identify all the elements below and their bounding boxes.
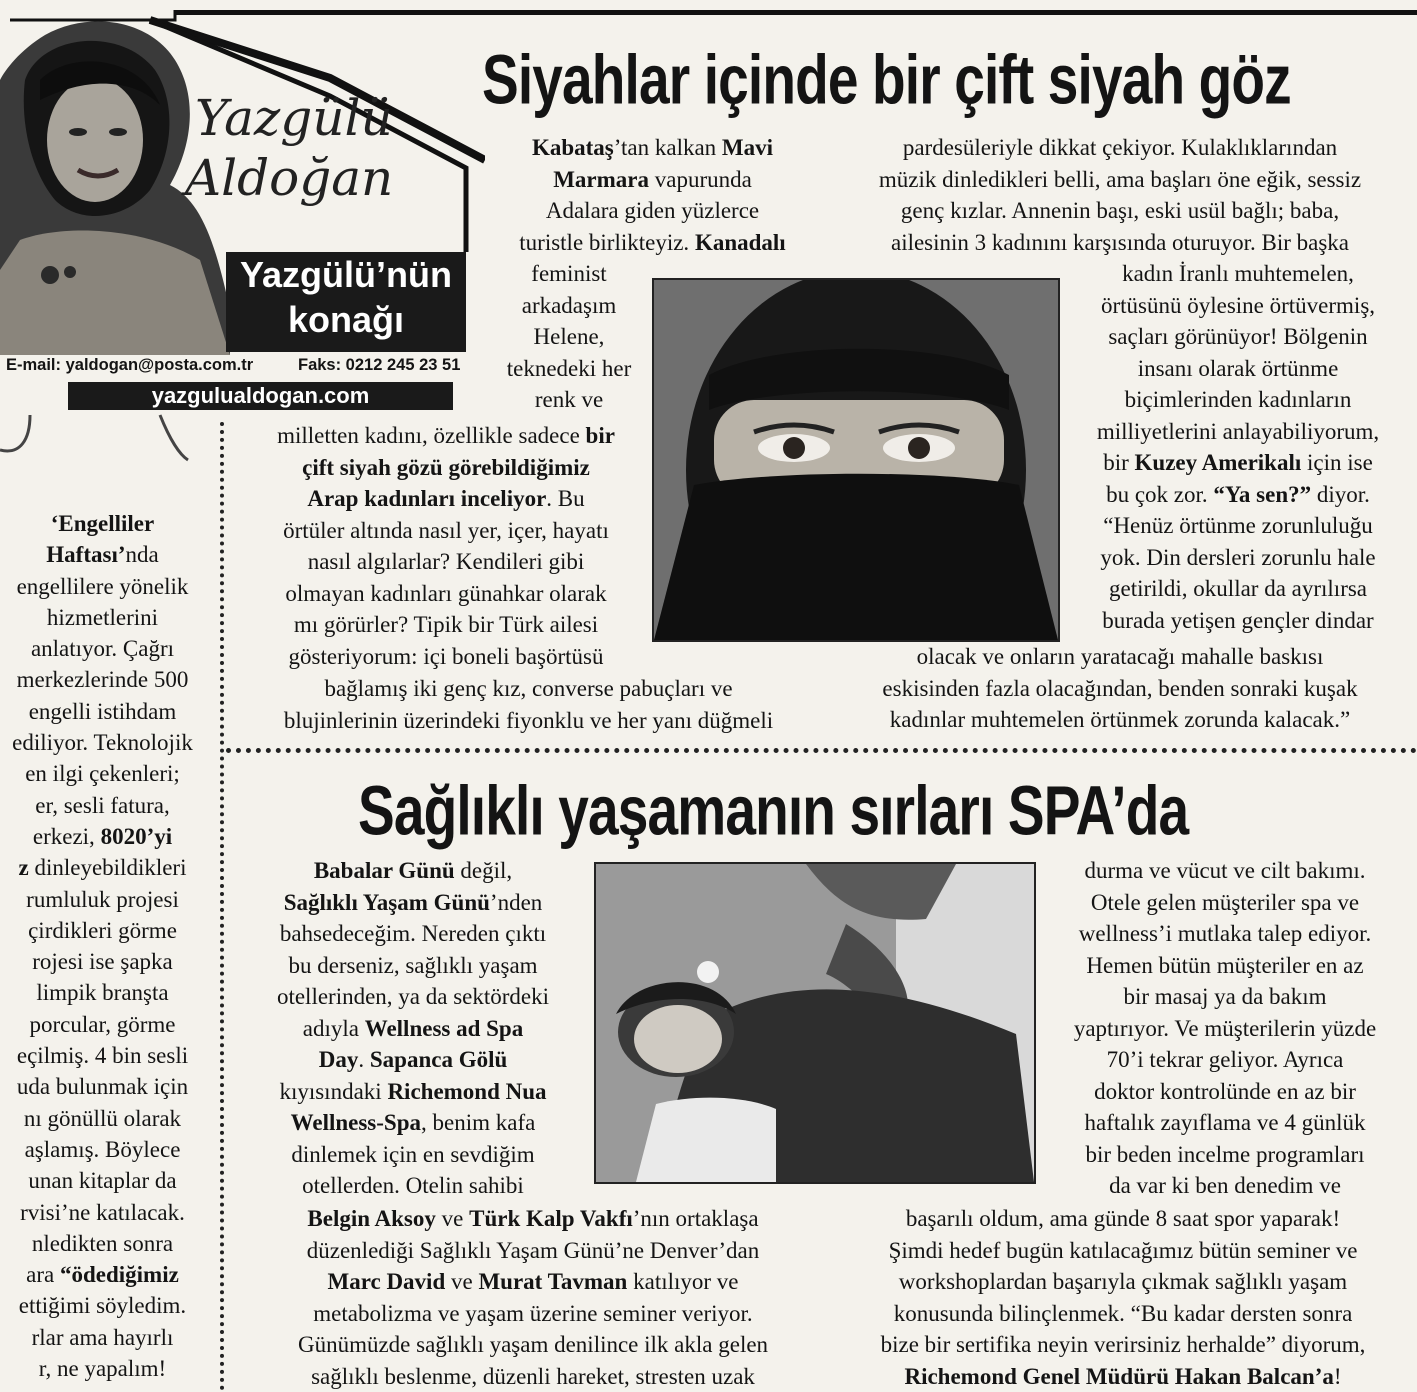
text-line [1040, 855, 1410, 887]
text-run: Helene, [534, 324, 605, 349]
text-line [236, 420, 656, 452]
text-run: haftalık zayıflama ve 4 günlük [1084, 1110, 1365, 1135]
text-run: örtüsünü öylesine örtüvermiş, [1101, 293, 1375, 318]
text-line [0, 977, 205, 1008]
text-line [490, 227, 815, 259]
author-first-name: Yazgülü [185, 88, 455, 148]
bold-run: bir [586, 423, 615, 448]
text-run: teknedeki her [507, 356, 632, 381]
article1-col1-bottom [236, 420, 656, 672]
text-line [0, 790, 205, 821]
text-run: Şimdi hedef bugün katılacağımız bütün seminer ve [889, 1238, 1358, 1263]
text-run: kadınlar muhtemelen örtünmek zorunda kalacak.” [890, 707, 1350, 732]
text-line [830, 673, 1410, 705]
text-line [830, 704, 1410, 736]
text-line [490, 164, 815, 196]
text-run: pardesüleriyle dikkat çekiyor. Kulaklıklarından [903, 135, 1337, 160]
bold-run: Kanadalı [695, 230, 786, 255]
text-line [238, 1139, 588, 1171]
text-line [1040, 1170, 1410, 1202]
text-line [1040, 950, 1410, 982]
text-line [0, 602, 205, 633]
text-run: vapurunda [649, 167, 752, 192]
text-run: saçları görünüyor! Bölgenin [1108, 324, 1367, 349]
text-run: bağlamış iki genç kız, converse pabuçları ve [324, 676, 732, 701]
text-line [1063, 447, 1413, 479]
text-line [490, 258, 648, 290]
text-line [238, 1107, 588, 1139]
text-run: renk ve [535, 387, 603, 412]
text-run: durma ve vücut ve cilt bakımı. [1084, 858, 1365, 883]
article1-col2-top [830, 132, 1410, 258]
bold-run: Day [319, 1047, 359, 1072]
text-run: rumluluk projesi [26, 887, 179, 912]
column-title-line2: konağı [226, 298, 466, 342]
text-run: ve [436, 1206, 469, 1231]
niqab-woman-photo [652, 278, 1060, 642]
bold-run: “ödediğimiz [60, 1262, 179, 1287]
article-separator [226, 748, 1417, 753]
text-run: ’nın ortaklaşa [633, 1206, 759, 1231]
column-separator [220, 422, 224, 1391]
fax-label: Faks: 0212 245 23 51 [298, 356, 460, 375]
text-run: Günümüzde sağlıklı yaşam denilince ilk akla gelen [298, 1332, 768, 1357]
text-run: bir beden incelme programları [1085, 1142, 1364, 1167]
text-run: rvisi’ne katılacak. [20, 1200, 185, 1225]
bold-run: Kabataş [532, 135, 614, 160]
website-link[interactable]: yazgulualdogan.com [68, 382, 453, 410]
text-run: rlar ama hayırlı [32, 1325, 174, 1350]
column-title-banner [226, 252, 466, 352]
text-run: Otele gelen müşteriler spa ve [1091, 890, 1359, 915]
text-run: nledikten sonra [32, 1231, 173, 1256]
text-line [0, 696, 205, 727]
text-run: doktor kontrolünde en az bir [1094, 1079, 1356, 1104]
bold-run: Belgin Aksoy [307, 1206, 435, 1231]
bold-run: Wellness ad Spa [365, 1016, 524, 1041]
text-line [0, 915, 205, 946]
bold-run: Kuzey Amerikalı [1135, 450, 1302, 475]
bold-run: Richemond Genel Müdürü Hakan Balcan’a [904, 1364, 1333, 1389]
text-run: bu çok zor. [1106, 482, 1213, 507]
text-line [1040, 1076, 1410, 1108]
text-line [1040, 981, 1410, 1013]
text-line [0, 1197, 205, 1228]
text-line [236, 515, 656, 547]
text-line [0, 1040, 205, 1071]
bold-run: Richemond Nua [387, 1079, 546, 1104]
text-run: ’nden [490, 890, 542, 915]
text-run: eçilmiş. 4 bin sesli [17, 1043, 188, 1068]
text-run: nasıl algılarlar? Kendileri gibi [308, 549, 585, 574]
text-run: engelli istihdam [29, 699, 177, 724]
text-run: r, ne yapalım! [39, 1356, 166, 1381]
article2-col1-narrow [238, 855, 588, 1202]
text-line [490, 353, 648, 385]
text-line [236, 641, 656, 673]
text-run: ! [1334, 1364, 1342, 1389]
text-line [238, 950, 588, 982]
text-run: merkezlerinde 500 [17, 667, 189, 692]
text-line [490, 290, 648, 322]
text-line [236, 578, 656, 610]
text-line [238, 918, 588, 950]
text-run: yaptırıyor. Ve müşterilerin yüzde [1074, 1016, 1376, 1041]
text-run: ettiğimi söyledim. [19, 1293, 186, 1318]
text-run: bahsedeceğim. Nereden çıktı [280, 921, 546, 946]
text-run: mı görürler? Tipik bir Türk ailesi [294, 612, 598, 637]
text-line [832, 1235, 1414, 1267]
text-run: blujinlerinin üzerindeki fiyonklu ve her yanı düğmeli [284, 708, 773, 733]
text-run: ’tan kalkan [614, 135, 722, 160]
text-line [1063, 353, 1413, 385]
text-line [238, 887, 588, 919]
text-run: er, sesli fatura, [35, 793, 169, 818]
bold-run: Marmara [553, 167, 649, 192]
text-line [1063, 605, 1413, 637]
text-line [236, 452, 656, 484]
article2-col1-bottom [238, 1203, 828, 1392]
column-title-line1: Yazgülü’nün [226, 252, 466, 298]
text-run: porcular, görme [30, 1012, 176, 1037]
text-run: getirildi, okullar da ayrılırsa [1109, 576, 1367, 601]
text-run: otellerden. Otelin sahibi [302, 1173, 524, 1198]
text-line [1040, 1044, 1410, 1076]
text-run: nda [126, 542, 159, 567]
text-run: milliyetlerini anlayabiliyorum, [1097, 419, 1379, 444]
text-run: ediliyor. Teknolojik [12, 730, 193, 755]
text-run: adıyla [303, 1016, 365, 1041]
email-label: E-mail: yaldogan@posta.com.tr [6, 356, 253, 375]
text-line [238, 1076, 588, 1108]
text-run: müzik dinledikleri belli, ama başları öne eğik, sessiz [879, 167, 1361, 192]
text-line [236, 705, 821, 737]
bold-run: 8020’yi [101, 824, 173, 849]
text-run: limpik branşta [36, 980, 168, 1005]
text-line [1063, 416, 1413, 448]
text-line [0, 1071, 205, 1102]
text-run: burada yetişen gençler dindar [1102, 608, 1373, 633]
text-line [1063, 384, 1413, 416]
text-run: sağlıklı beslenme, düzenli hareket, stresten uzak [311, 1364, 755, 1389]
sidebar-column [0, 508, 205, 1391]
text-line [1063, 258, 1413, 290]
text-line [238, 1361, 828, 1392]
article1-col1-bottom-wide [236, 673, 821, 736]
text-line [236, 609, 656, 641]
text-run: erkezi, [33, 824, 101, 849]
text-line [238, 1235, 828, 1267]
bold-run: Sapanca Gölü [370, 1047, 507, 1072]
text-line [830, 641, 1410, 673]
text-line [0, 884, 205, 915]
text-line [1063, 510, 1413, 542]
text-run: “Henüz örtünme zorunluluğu [1103, 513, 1373, 538]
text-line [238, 855, 588, 887]
bold-run: Babalar Günü [314, 858, 455, 883]
text-line [0, 633, 205, 664]
text-line [238, 1298, 828, 1330]
text-line [832, 1361, 1414, 1392]
text-line [490, 384, 648, 416]
text-line [238, 1266, 828, 1298]
bold-run: Sağlıklı Yaşam Günü [284, 890, 490, 915]
text-line [238, 1170, 588, 1202]
text-run: katılıyor ve [627, 1269, 738, 1294]
bold-run: ‘Engelliler [51, 511, 154, 536]
text-line [0, 1228, 205, 1259]
sidebar-text [0, 508, 205, 1384]
text-run: olacak ve onların yaratacağı mahalle baskısı [917, 644, 1324, 669]
article2-col2-narrow [1040, 855, 1410, 1202]
text-run: otellerinden, ya da sektördeki [277, 984, 549, 1009]
text-line [0, 821, 205, 852]
text-run: başarılı oldum, ama günde 8 saat spor yaparak! [906, 1206, 1340, 1231]
text-line [830, 227, 1410, 259]
text-line [0, 758, 205, 789]
text-line [1040, 1107, 1410, 1139]
author-last-name: Aldoğan [185, 148, 455, 208]
text-run: eskisinden fazla olacağından, benden sonraki kuşak [882, 676, 1357, 701]
text-line [1040, 1139, 1410, 1171]
text-run: hizmetlerini [47, 605, 158, 630]
text-run: milletten kadını, özellikle sadece [277, 423, 585, 448]
text-line [0, 946, 205, 977]
text-run: anlatıyor. Çağrı [31, 636, 174, 661]
text-line [1040, 918, 1410, 950]
text-run: konusunda bilinçlenmek. “Bu kadar dersten sonra [894, 1301, 1353, 1326]
text-line [830, 132, 1410, 164]
text-run: 70’i tekrar geliyor. Ayrıca [1107, 1047, 1344, 1072]
text-line [1063, 573, 1413, 605]
text-run: arkadaşım [522, 293, 617, 318]
spa-massage-photo [594, 862, 1036, 1184]
text-run: genç kızlar. Annenin başı, eski usül bağlı; baba, [901, 198, 1339, 223]
text-line [832, 1298, 1414, 1330]
niqab-illustration [654, 280, 1058, 640]
text-line [0, 571, 205, 602]
text-line [238, 1013, 588, 1045]
text-run: biçimlerinden kadınların [1125, 387, 1352, 412]
text-run: dinleyebildikleri [29, 855, 187, 880]
text-run: dinlemek için en sevdiğim [291, 1142, 534, 1167]
text-line [238, 1203, 828, 1235]
bold-run: Murat Tavman [478, 1269, 627, 1294]
column-header [0, 0, 485, 420]
text-line [0, 1009, 205, 1040]
text-run: feminist [531, 261, 606, 286]
text-line [1040, 1013, 1410, 1045]
text-line [830, 164, 1410, 196]
text-run: düzenlediği Sağlıklı Yaşam Günü’ne Denver’dan [307, 1238, 759, 1263]
text-line [830, 195, 1410, 227]
text-line [0, 1290, 205, 1321]
bold-run: Türk Kalp Vakfı [469, 1206, 633, 1231]
bold-run: Haftası’ [46, 542, 125, 567]
text-run: turistle birlikteyiz. [519, 230, 695, 255]
text-line [0, 539, 205, 570]
spa-illustration [596, 864, 1034, 1182]
article1-headline: Siyahlar içinde bir çift siyah göz [482, 42, 1291, 118]
article2-col2-bottom [832, 1203, 1414, 1392]
text-run: unan kitaplar da [28, 1168, 176, 1193]
text-run: değil, [455, 858, 513, 883]
text-line [0, 1322, 205, 1353]
text-run: ve [445, 1269, 478, 1294]
text-line [490, 195, 815, 227]
article1-col1-narrow [490, 258, 648, 416]
bold-run: çift siyah gözü görebildiğimiz [302, 455, 590, 480]
text-line [0, 1134, 205, 1165]
text-run: engellilere yönelik [17, 574, 189, 599]
text-line [0, 727, 205, 758]
text-run: kıyısındaki [279, 1079, 387, 1104]
text-run: bir [1103, 450, 1134, 475]
text-run: metabolizma ve yaşam üzerine seminer veriyor. [313, 1301, 752, 1326]
text-run: ailesinin 3 kadınını karşısında oturuyor. Bir başka [891, 230, 1349, 255]
text-line [0, 1353, 205, 1384]
text-run: olmayan kadınları günahkar olarak [285, 581, 606, 606]
text-run: yok. Din dersleri zorunlu hale [1100, 545, 1375, 570]
text-line [0, 664, 205, 695]
article1-col2-narrow [1063, 258, 1413, 636]
bold-run: Arap kadınları inceliyor [307, 486, 546, 511]
text-run: workshoplardan başarıyla çıkmak sağlıklı yaşam [899, 1269, 1347, 1294]
bold-run: Mavi [722, 135, 773, 160]
article1-col1-top [490, 132, 815, 258]
text-line [238, 1044, 588, 1076]
text-line [1063, 290, 1413, 322]
text-run: diyor. [1311, 482, 1370, 507]
text-run: ara [26, 1262, 60, 1287]
text-line [236, 483, 656, 515]
text-run: için ise [1301, 450, 1373, 475]
text-run: rojesi ise şapka [32, 949, 173, 974]
text-run: Hemen bütün müşteriler en az [1086, 953, 1363, 978]
article1-col2-bottom [830, 641, 1410, 736]
text-line [0, 508, 205, 539]
bold-run: Marc David [327, 1269, 445, 1294]
author-signature [185, 88, 455, 208]
text-line [490, 132, 815, 164]
text-line [1063, 542, 1413, 574]
text-run: wellness’i mutlaka talep ediyor. [1079, 921, 1372, 946]
text-line [490, 321, 648, 353]
article2-headline: Sağlıklı yaşamanın sırları SPA’da [358, 773, 1188, 849]
bold-run: Wellness-Spa [291, 1110, 421, 1135]
text-run: insanı olarak örtünme [1138, 356, 1339, 381]
text-run: uda bulunmak için [17, 1074, 188, 1099]
text-run: . Bu [546, 486, 584, 511]
bold-run: z [19, 855, 29, 880]
text-run: . [358, 1047, 370, 1072]
text-run: kadın İranlı muhtemelen, [1122, 261, 1354, 286]
text-run: aşlamış. Böylece [25, 1137, 181, 1162]
bold-run: “Ya sen?” [1213, 482, 1311, 507]
chair-illustration [0, 410, 190, 480]
text-run: çirdikleri görme [28, 918, 177, 943]
text-run: da var ki ben denedim ve [1109, 1173, 1341, 1198]
text-line [0, 1165, 205, 1196]
text-run: bir masaj ya da bakım [1123, 984, 1326, 1009]
text-line [238, 981, 588, 1013]
text-line [0, 1103, 205, 1134]
text-line [0, 852, 205, 883]
text-line [832, 1203, 1414, 1235]
text-line [832, 1266, 1414, 1298]
text-run: örtüler altında nasıl yer, içer, hayatı [283, 518, 609, 543]
text-line [1063, 479, 1413, 511]
text-line [236, 546, 656, 578]
text-run: Adalara giden yüzlerce [546, 198, 759, 223]
text-run: bu derseniz, sağlıklı yaşam [288, 953, 537, 978]
text-line [236, 673, 821, 705]
text-run: nı gönüllü olarak [24, 1106, 181, 1131]
text-run: , benim kafa [421, 1110, 535, 1135]
text-run: gösteriyorum: içi boneli başörtüsü [289, 644, 604, 669]
text-line [0, 1259, 205, 1290]
text-line [238, 1329, 828, 1361]
text-line [832, 1329, 1414, 1361]
text-run: en ilgi çekenleri; [25, 761, 180, 786]
text-line [1063, 321, 1413, 353]
text-line [1040, 887, 1410, 919]
text-run: bize bir sertifika neyin verirsiniz herhalde” diyorum, [881, 1332, 1366, 1357]
